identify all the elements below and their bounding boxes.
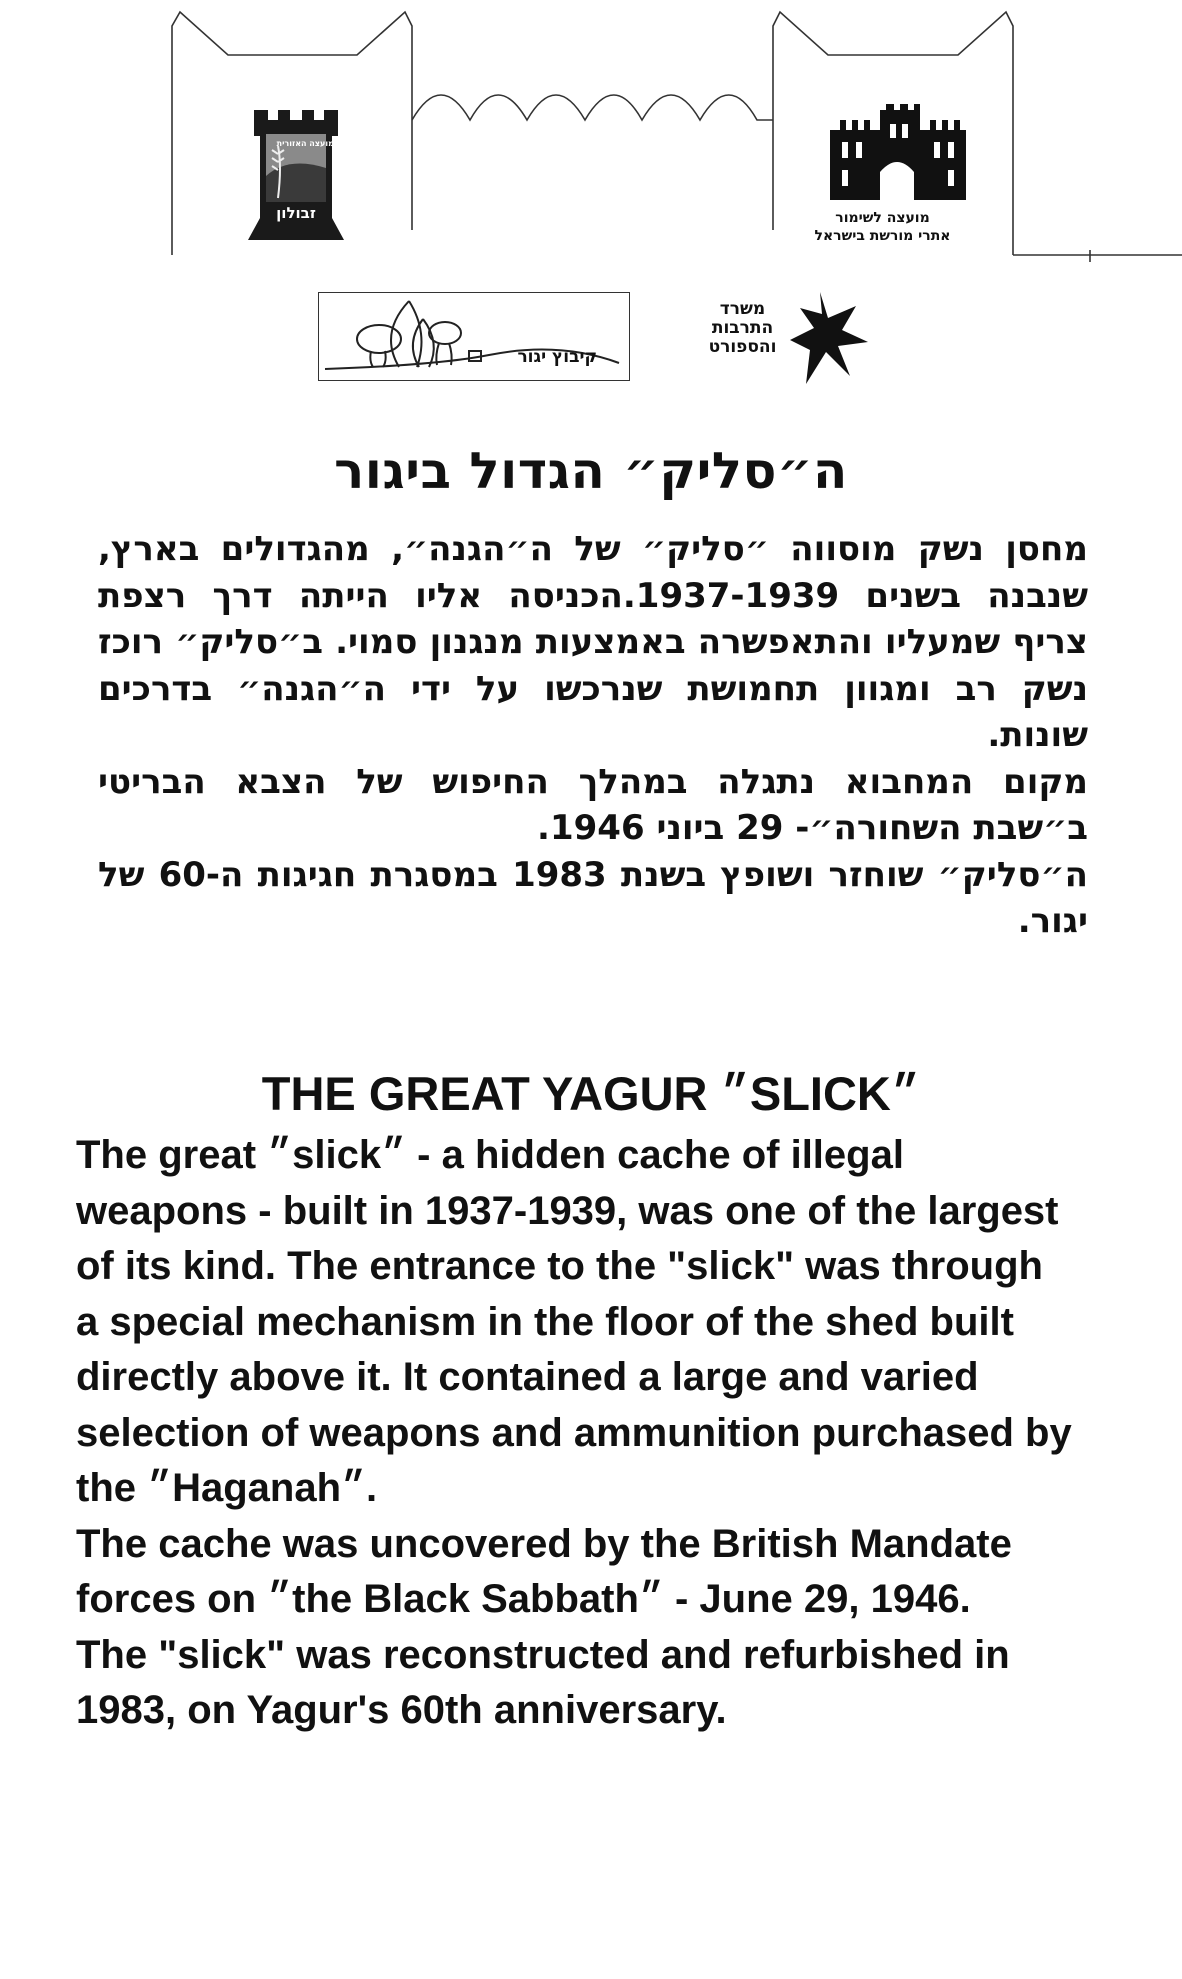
kibbutz-yagur-caption: קיבוץ יגור xyxy=(517,347,597,367)
ministry-culture-sport-logo xyxy=(690,290,870,385)
hebrew-paragraph: מקום המחבוא נתגלה במהלך החיפוש של הצבא הבריטי ב״שבת השחורה״- 29 ביוני 1946. xyxy=(98,761,1088,848)
english-paragraph: The "slick" was reconstructed and refurbished in 1983, on Yagur's 60th anniversary. xyxy=(76,1632,1010,1732)
english-paragraph: The great ״slick״ - a hidden cache of illegal weapons - built in 1937-1939, was one of the largest of its kind. The entrance to the "slick" was through a special mechanism in the floor of the shed built directly above it. It contained a large and varied selection of weapons and ammunition purchased by the ״Haganah״. xyxy=(76,1133,1072,1510)
english-paragraph: The cache was uncovered by the British Mandate forces on ״the Black Sabbath״ - June 29, 1946. xyxy=(76,1521,1012,1621)
ministry-caption xyxy=(690,300,795,357)
hebrew-paragraph: ה״סליק״ שוחזר ושופץ בשנת 1983 במסגרת חגיגות ה-60 של יגור. xyxy=(98,854,1088,941)
heritage-caption-line1: מועצה לשימור xyxy=(835,210,930,226)
ministry-caption-line2: התרבות xyxy=(711,318,774,338)
ministry-caption-line3: והספורט xyxy=(708,337,777,357)
ministry-caption-line1: משרד xyxy=(719,299,766,319)
header-frame-outline xyxy=(0,0,1182,270)
castle-icon xyxy=(790,100,975,208)
hebrew-title: ה״סליק״ הגדול ביגור xyxy=(334,442,848,500)
zevulun-council-logo xyxy=(248,106,344,240)
zevulun-caption-bottom: זבולון xyxy=(276,204,316,222)
hebrew-paragraph: מחסן נשק מוסווה ״סליק״ של ה״הגנה״, מהגדולים בארץ, שנבנה בשנים 1937-1939.הכניסה אליו הייתה דרך רצפת צריף שמעליו והתאפשרה באמצעות מנגנון סמוי. ב״סליק״ רוכז נשק רב ומגוון תחמושת שנרכשו על ידי ה״הגנה״ בדרכים שונות. xyxy=(98,529,1088,755)
hebrew-body xyxy=(98,526,1088,945)
kibbutz-yagur-logo xyxy=(318,292,630,381)
zevulun-caption-top: המועצה האזורית xyxy=(276,139,340,148)
heritage-council-logo xyxy=(790,100,975,250)
ministry-star-icon xyxy=(790,290,870,385)
english-body xyxy=(76,1128,1076,1739)
english-title: THE GREAT YAGUR ״SLICK״ xyxy=(261,1067,921,1120)
heritage-caption-line2: אתרי מורשת בישראל xyxy=(814,228,951,244)
